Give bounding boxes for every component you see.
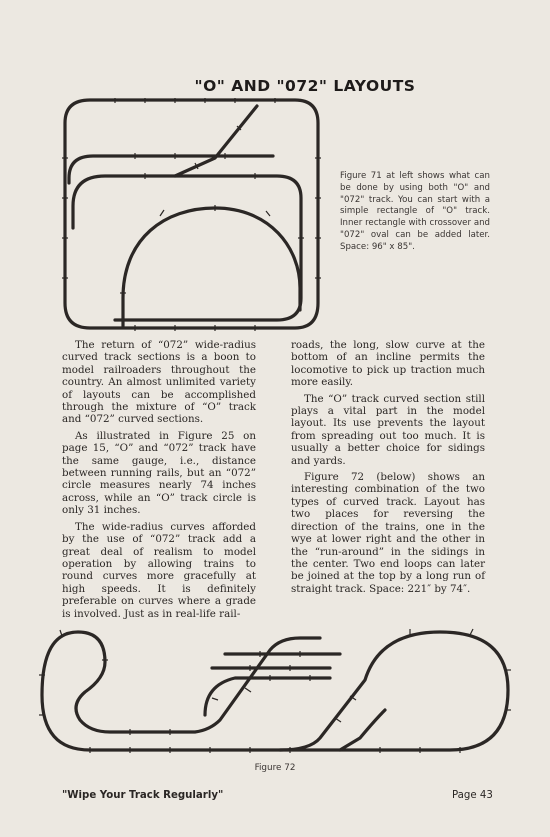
body-column-left (62, 339, 256, 624)
crossover-track (175, 106, 257, 176)
outer-o-rectangle-track (65, 100, 318, 328)
inner-rectangle-track (73, 176, 301, 320)
paragraph: Figure 72 (below) shows an interesting combination of the two types of curved track. Layout has two places for reversing the direction of the trains, one in the wye at lower right and the other in the “run-around” in the sidings in the center. Two end loops can later be joined at the top by a long run of straight track. Space: 221″ by 74″. (291, 471, 485, 595)
runaround-loop-track (205, 678, 330, 715)
paragraph: roads, the long, slow curve at the bottom of an incline permits the locomotive to pick up traction much more easily. (291, 339, 485, 389)
figure-72-layout-diagram (30, 620, 520, 760)
paragraph: The return of “072” wide-radius curved track sections is a boon to model railroaders throughout the country. An almost unlimited variety of layouts can be accomplished through the mixture of “O” track and “072” curved sections. (62, 339, 256, 426)
track-joints-fig71 (62, 98, 321, 331)
wye-track (280, 710, 385, 750)
paragraph: The wide-radius curves afforded by the use of “072” track add a great deal of realism to model operation by allowing trains to round curves more gracefully at high speeds. It is definitely preferable on curves where a grade is involved. Just as in real-life rail- (62, 520, 256, 620)
072-oval-track (123, 208, 300, 326)
paragraph: As illustrated in Figure 25 on page 15, “O” and “072” track have the same gauge, i.e., distance between running rails, but an “072” circle measures nearly 74 inches across, while an “O” track circle is only 31 inches. (62, 429, 256, 517)
track-joints-fig72 (39, 629, 511, 753)
middle-loop-track (69, 156, 273, 183)
figure-71-caption: Figure 71 at left shows what can be done by using both "O" and "072" track. You can start with a simple rectangle of "O" track. Inner rectangle with crossover and "072" oval can be added later. Space: 96" x 85". (340, 171, 490, 252)
page-number: Page 43 (452, 790, 493, 801)
footer-slogan: "Wipe Your Track Regularly" (62, 790, 224, 801)
body-column-right (291, 339, 485, 599)
page-title: "O" AND "072" LAYOUTS (194, 77, 416, 95)
figure-72-caption: Figure 72 (254, 763, 296, 773)
figure-71-layout-diagram (55, 98, 330, 338)
main-loop-track (42, 632, 508, 750)
paragraph: The “O” track curved section still plays a vital part in the model layout. Its use prevents the layout from spreading out too much. It is usually a better choice for sidings and yards. (291, 392, 485, 467)
